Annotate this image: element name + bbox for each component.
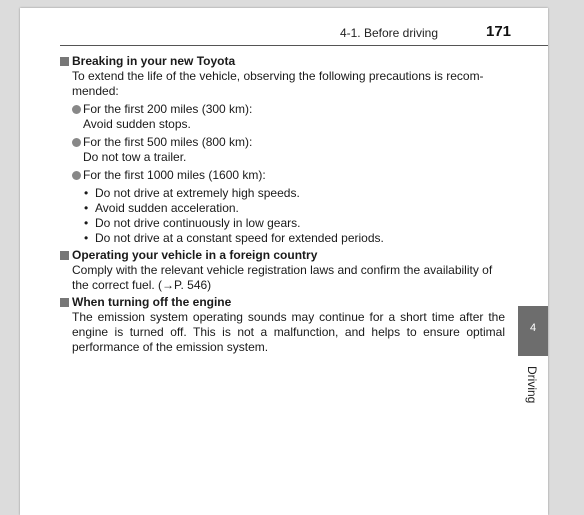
page-header [20, 8, 548, 48]
circle-bullet-icon [72, 138, 81, 147]
section-heading-text: Breaking in your new Toyota [72, 54, 236, 68]
chapter-number: 4 [529, 322, 537, 334]
list-item-label: For the first 200 miles (300 km): [83, 102, 253, 116]
section-heading [60, 248, 505, 263]
list-item [72, 168, 505, 183]
square-bullet-icon [60, 251, 69, 260]
circle-bullet-icon [72, 105, 81, 114]
list-item: • Do not drive at a constant speed for extended periods. [84, 231, 384, 245]
list-item-text: Do not tow a trailer. [83, 150, 187, 164]
section-heading [60, 295, 505, 310]
list-item [72, 135, 505, 165]
manual-page [20, 8, 548, 515]
page-number: 171 [486, 23, 512, 40]
precaution-list [84, 186, 505, 246]
list-item-text: Avoid sudden stops. [83, 117, 191, 131]
section-body: The emission system operating sounds may continue for a short time after the engine is turned off. This is not a malfunction, and helps to ensure optimal performance of the emission system. [72, 310, 505, 354]
chapter-label [520, 364, 546, 414]
chapter-label-text: Driving [525, 366, 539, 404]
list-item: • Avoid sudden acceleration. [84, 201, 239, 215]
circle-bullet-icon [72, 171, 81, 180]
section-heading-text: Operating your vehicle in a foreign country [72, 248, 318, 262]
section-heading-text: When turning off the engine [72, 295, 232, 309]
section-heading [60, 54, 505, 69]
header-divider [60, 45, 548, 46]
list-item: • Do not drive at extremely high speeds. [84, 186, 300, 200]
list-item: • Do not drive continuously in low gears. [84, 216, 301, 230]
list-item-label: For the first 1000 miles (1600 km): [83, 168, 266, 182]
page-content [60, 54, 505, 355]
chapter-tab [518, 306, 548, 356]
section-body: Comply with the relevant vehicle registration laws and confirm the availability of the correct fuel. (→P. 546) [72, 263, 493, 292]
section-title: 4-1. Before driving [339, 26, 438, 40]
square-bullet-icon [60, 298, 69, 307]
list-item [72, 102, 505, 132]
section-intro: To extend the life of the vehicle, observing the following precautions is recom- mended: [72, 69, 484, 98]
square-bullet-icon [60, 57, 69, 66]
list-item-label: For the first 500 miles (800 km): [83, 135, 253, 149]
